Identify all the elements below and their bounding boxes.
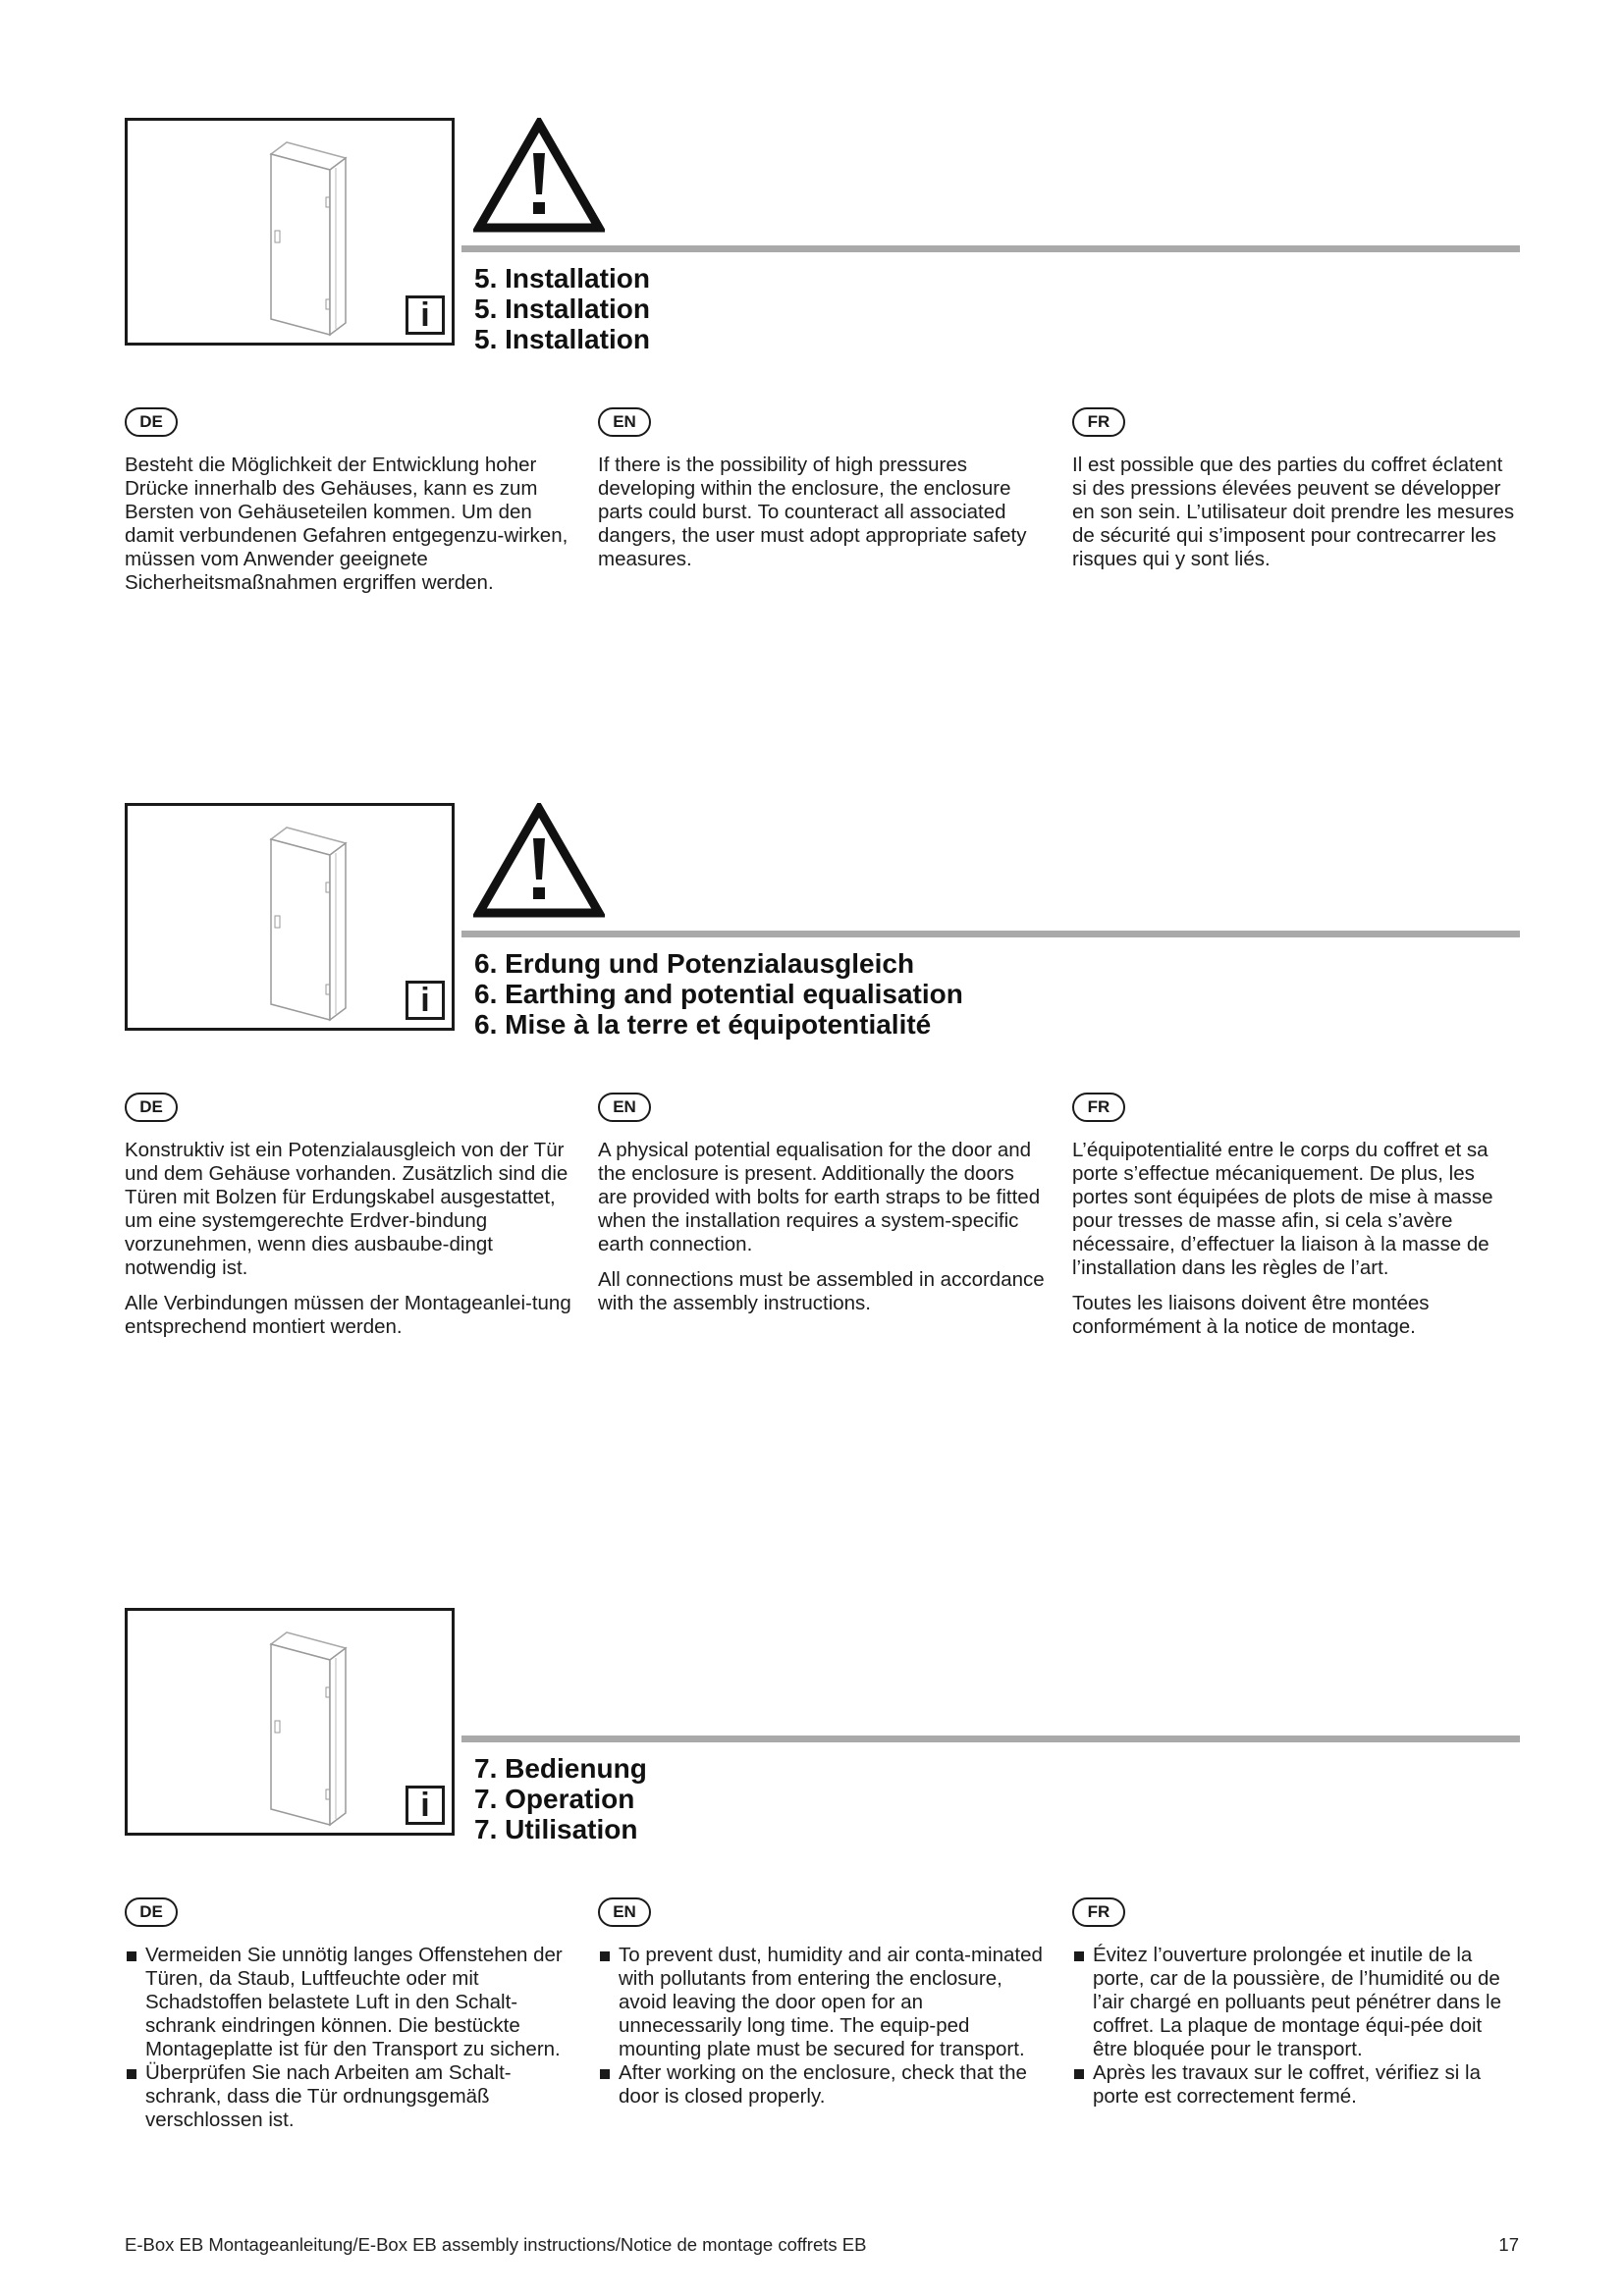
info-icon: i: [406, 295, 445, 335]
column-en: [598, 1897, 1045, 2109]
section-earthing: [0, 803, 1624, 1392]
page-number: 17: [1498, 2234, 1519, 2255]
column-en: [598, 407, 1045, 571]
title-en: 6. Earthing and potential equalisation: [474, 979, 963, 1009]
title-en: 5. Installation: [474, 294, 650, 324]
enclosure-cabinet-icon: [236, 818, 353, 1024]
bullet-list: [125, 1944, 571, 2132]
section-title: [474, 948, 963, 1040]
paragraph: Konstruktiv ist ein Potenzialausgleich von der Tür und dem Gehäuse vorhanden. Zusätzlich sind die Türen mit Bolzen für Erdungskabel ausgestattet, um eine systemgerechte Erdver-bindung vorzunehmen, wenn dies ausbaube-dingt notwendig ist.: [125, 1139, 568, 1279]
bullet-item: [598, 2061, 1045, 2109]
bullet-square-icon: [127, 1951, 136, 1961]
title-en: 7. Operation: [474, 1784, 635, 1814]
paragraph: Besteht die Möglichkeit der Entwicklung hoher Drücke innerhalb des Gehäuses, kann es zum Bersten von Gehäuseteilen kommen. Um den damit verbundenen Gefahren entgegenzu-wirken, müssen vom Anwender geeignete Sicherheitsmaßnahmen ergriffen werden.: [125, 454, 568, 594]
language-badge-fr: FR: [1072, 1093, 1125, 1122]
column-fr: [1072, 1897, 1519, 2109]
paragraph: All connections must be assembled in accordance with the assembly instructions.: [598, 1268, 1045, 1314]
column-de: [125, 407, 571, 595]
language-badge-en: EN: [598, 1093, 651, 1122]
language-badge-de: DE: [125, 1897, 178, 1927]
enclosure-cabinet-icon: [236, 1623, 353, 1829]
enclosure-cabinet-icon: [236, 133, 353, 339]
title-fr: 6. Mise à la terre et équipotentialité: [474, 1009, 932, 1040]
title-de: 6. Erdung und Potenzialausgleich: [474, 948, 915, 979]
section-divider: [461, 1735, 1520, 1742]
title-fr: 5. Installation: [474, 324, 650, 354]
bullet-list: [1072, 1944, 1519, 2109]
column-fr: [1072, 1093, 1519, 1339]
bullet-item: [125, 2061, 571, 2132]
section-title: [474, 1753, 647, 1844]
section-divider: [461, 245, 1520, 252]
column-de: [125, 1093, 571, 1339]
paragraph: If there is the possibility of high pressures developing within the enclosure, the enclosure parts could burst. To counteract all associated dangers, the user must adopt appropriate safety measures.: [598, 454, 1027, 570]
language-badge-de: DE: [125, 407, 178, 437]
warning-triangle-icon: [473, 118, 605, 234]
language-badge-en: EN: [598, 1897, 651, 1927]
bullet-list: [598, 1944, 1045, 2109]
info-icon: i: [406, 981, 445, 1020]
language-badge-en: EN: [598, 407, 651, 437]
bullet-item: [1072, 2061, 1519, 2109]
enclosure-illustration: [125, 118, 455, 346]
bullet-square-icon: [127, 2069, 136, 2079]
bullet-item: [125, 1944, 571, 2061]
section-title: [474, 263, 650, 354]
bullet-square-icon: [1074, 1951, 1084, 1961]
footer-text: E-Box EB Montageanleitung/E-Box EB assembly instructions/Notice de montage coffrets EB: [125, 2234, 867, 2255]
bullet-square-icon: [600, 2069, 610, 2079]
section-operation: [0, 1608, 1624, 2197]
bullet-square-icon: [1074, 2069, 1084, 2079]
page-footer: [125, 2234, 1519, 2256]
column-en: [598, 1093, 1045, 1315]
title-fr: 7. Utilisation: [474, 1814, 638, 1844]
enclosure-illustration: [125, 803, 455, 1031]
section-installation: [0, 118, 1624, 707]
paragraph: Alle Verbindungen müssen der Montageanlei-tung entsprechend montiert werden.: [125, 1292, 571, 1338]
bullet-text: Überprüfen Sie nach Arbeiten am Schalt-schrank, dass die Tür ordnungsgemäß verschlossen ist.: [145, 2061, 512, 2131]
language-badge-fr: FR: [1072, 1897, 1125, 1927]
enclosure-illustration: [125, 1608, 455, 1836]
column-fr: [1072, 407, 1519, 571]
bullet-item: [598, 1944, 1045, 2061]
bullet-text: Vermeiden Sie unnötig langes Offenstehen der Türen, da Staub, Luftfeuchte oder mit Schadstoffen belastete Luft in den Schalt-schrank eindringen können. Die bestückte Montageplatte ist für den Transport zu sichern.: [145, 1944, 563, 2060]
title-de: 7. Bedienung: [474, 1753, 647, 1784]
bullet-item: [1072, 1944, 1519, 2061]
paragraph: L’équipotentialité entre le corps du coffret et sa porte s’effectue mécaniquement. De plus, les portes sont équipées de plots de mise à masse pour tresses de masse afin, si cela s’avère nécessaire, d’effectuer la liaison à la masse de l’installation dans les règles de l’art.: [1072, 1139, 1493, 1279]
bullet-square-icon: [600, 1951, 610, 1961]
bullet-text: To prevent dust, humidity and air conta-minated with pollutants from entering the enclosure, avoid leaving the door open for an unnecessarily long time. The equip-ped mounting plate must be secured for transport.: [619, 1944, 1043, 2060]
language-badge-fr: FR: [1072, 407, 1125, 437]
language-badge-de: DE: [125, 1093, 178, 1122]
warning-triangle-icon: [473, 803, 605, 919]
paragraph: Toutes les liaisons doivent être montées conformément à la notice de montage.: [1072, 1292, 1430, 1338]
title-de: 5. Installation: [474, 263, 650, 294]
column-de: [125, 1897, 571, 2132]
bullet-text: After working on the enclosure, check that the door is closed properly.: [619, 2061, 1027, 2108]
section-divider: [461, 931, 1520, 937]
paragraph: Il est possible que des parties du coffret éclatent si des pressions élevées peuvent se développer en son sein. L’utilisateur doit prendre les mesures de sécurité qui s’imposent pour contrecarrer les risques qui y sont liés.: [1072, 454, 1515, 570]
paragraph: A physical potential equalisation for the door and the enclosure is present. Additionally the doors are provided with bolts for earth straps to be fitted when the installation requires a system-specific earth connection.: [598, 1139, 1041, 1255]
info-icon: i: [406, 1786, 445, 1825]
bullet-text: Après les travaux sur le coffret, vérifiez si la porte est correctement fermé.: [1093, 2061, 1481, 2108]
bullet-text: Évitez l’ouverture prolongée et inutile de la porte, car de la poussière, de l’humidité ou de l’air chargé en polluants peut pénétrer dans le coffret. La plaque de montage équi-pée doit être bloquée pour le transport.: [1093, 1944, 1501, 2060]
